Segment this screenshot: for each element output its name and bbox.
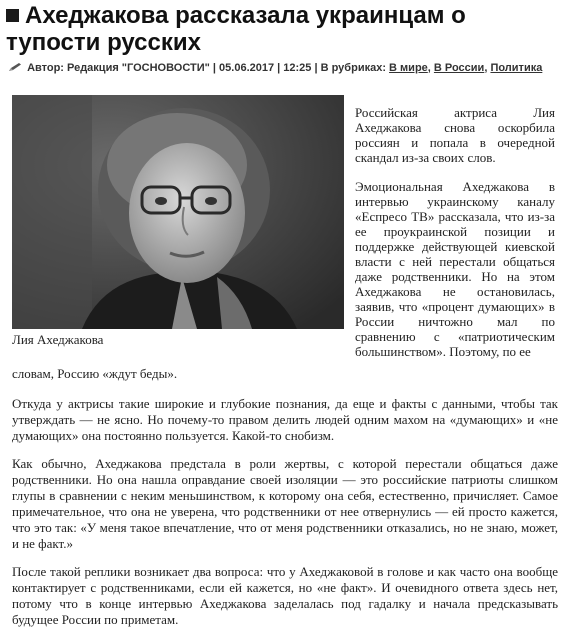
intro-paragraph: Эмоциональная Ахеджакова в интервью украинскому каналу «Еспресо ТВ» рассказала, что из-за ее проукраинской позиции и поддержке действующей киевской власти с ней перестали общаться даже родственники. Но на этом Ахеджакова не остановилась, заявив, что «процент думающих» в России ничтожно мал по сравнению с «патриотическим большинством». Поэтому, по ее <box>355 179 555 359</box>
pencil-icon <box>8 62 22 72</box>
body-paragraph: Как обычно, Ахеджакова предстала в роли жертвы, с которой перестали общаться даже родственники. Но она нашла оправдание своей изоляции — это российские патриоты слишком глупы в сравнении с неким меньшинством, к которому она себя, естественно, причисляет. Самое примечательное, что она не уверена, что родственники от нее отвернулись — ей просто кажется, что это так: «У меня такое впечатление, что от меня родственники отказались, но не знаю, может, и не факт.» <box>12 456 558 551</box>
article-photo <box>12 95 344 329</box>
article-title <box>6 2 562 56</box>
bullet-square-icon <box>6 9 19 22</box>
body-paragraph: После такой реплики возникает два вопроса: что у Ахеджаковой в голове и как часто она вообще контактирует с родственниками, если ей кажется, но «не факт». И очевидного ответа здесь нет, потому что в конце интервью Ахеджакова заделалась под гадалку и начала предсказывать будущее России по приметам. <box>12 564 558 627</box>
meta-author-date: Автор: Редакция "ГОСНОВОСТИ" | 05.06.2017 | 12:25 | В рубриках: <box>27 62 386 74</box>
rubric-link-politics[interactable]: Политика <box>490 62 543 74</box>
rubric-link-world[interactable]: В мире <box>389 62 428 74</box>
article-body <box>12 366 558 640</box>
portrait-photo <box>12 95 344 329</box>
photo-caption: Лия Ахеджакова <box>12 332 104 347</box>
meta-separator: , <box>427 62 434 74</box>
article-title-text: Ахеджакова рассказала украинцам о тупости русских <box>6 2 466 56</box>
body-paragraph: Откуда у актрисы такие широкие и глубокие познания, да еще и факты с данными, чтобы так утверждать — не ясно. Но почему-то правом делить людей одним махом на «думающих» и «не думающих» она постоянно пользуется. Какой-то снобизм. <box>12 396 558 443</box>
article-intro-column <box>355 105 555 373</box>
meta-separator: , <box>484 62 491 74</box>
intro-paragraph: Российская актриса Лия Ахеджакова снова оскорбила россиян и попала в очередной скандал из-за своих слов. <box>355 105 555 165</box>
body-paragraph-continuation: словам, Россию «ждут беды». <box>12 366 178 381</box>
article-meta <box>8 62 560 75</box>
rubric-link-russia[interactable]: В России <box>433 62 485 74</box>
